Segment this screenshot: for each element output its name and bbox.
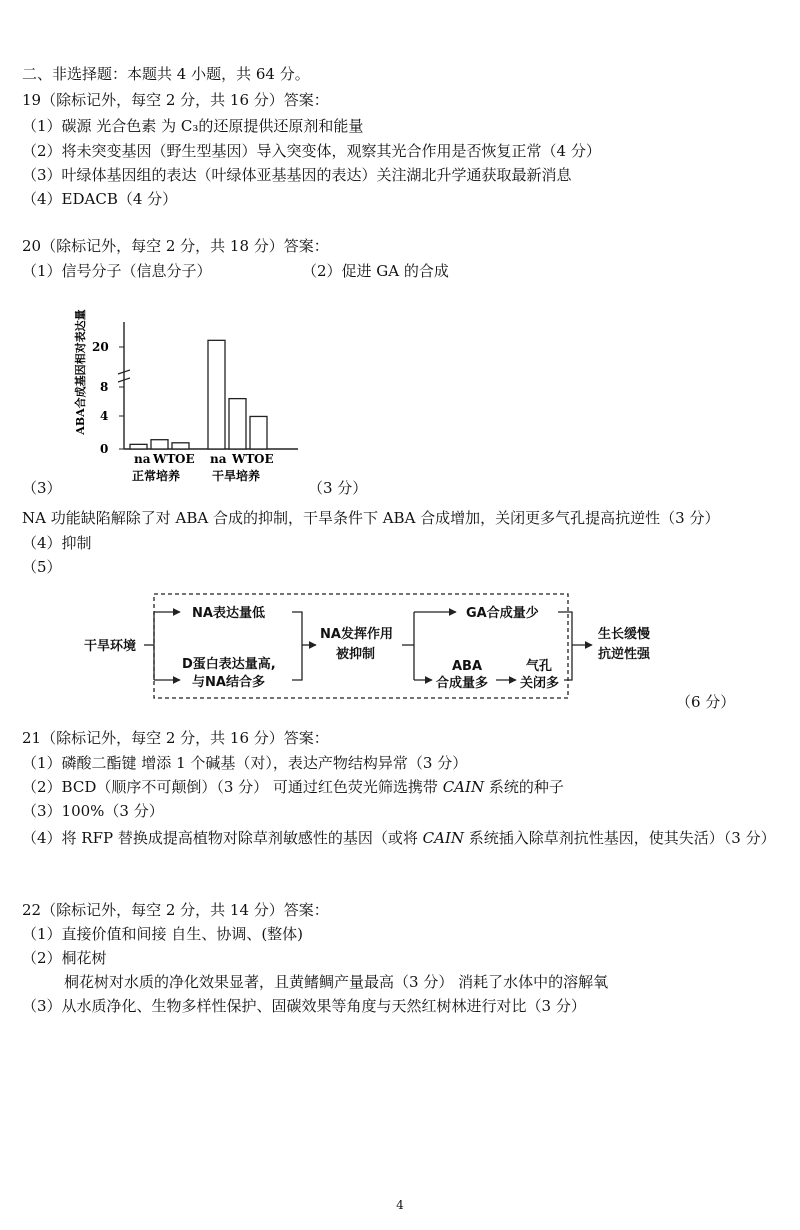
q20-answer-1: （1）信号分子（信息分子） [22, 262, 212, 280]
q21-answer-2-cain: CAIN [442, 778, 485, 796]
ytick-20: 20 [92, 340, 109, 354]
q19-answer-1: （1）碳源 光合色素 为 C₃的还原提供还原剂和能量 [22, 117, 364, 135]
q22-answer-2: （2）桐花树 [22, 949, 107, 967]
bar-na-group-1 [130, 444, 147, 449]
q20-answer-2: （2）促进 GA 的合成 [302, 262, 449, 280]
q21-answer-4-post: 系统插入除草剂抗性基因，使其失活）（3 分） [464, 829, 776, 847]
node-na-inhibit-1: NA发挥作用 [320, 627, 393, 642]
cat-wt-2: WT [232, 452, 255, 466]
node-d-high-2: 与NA结合多 [192, 675, 265, 690]
bar-oe-group-1 [172, 443, 189, 449]
q19-answer-2: （2）将未突变基因（野生型基因）导入突变体，观察其光合作用是否恢复正常（4 分） [22, 142, 601, 160]
node-aba-2: 合成量多 [436, 676, 489, 691]
q20-answer-3-label: （3） [22, 479, 62, 497]
node-na-low: NA表达量低 [192, 606, 265, 621]
q20-answer-5-score: （6 分） [676, 693, 736, 711]
bar-oe-group-2 [250, 416, 267, 449]
cat-oe-1: OE [175, 452, 195, 466]
q20-answer-3-score: （3 分） [308, 479, 368, 497]
bar-wt-group-2 [229, 399, 246, 449]
node-stoma-2: 关闭多 [520, 676, 560, 691]
cat-na-1: na [134, 452, 151, 466]
q19-answer-4: （4）EDACB（4 分） [22, 190, 178, 208]
node-stoma-1: 气孔 [526, 659, 553, 674]
q21-answer-4-cain: CAIN [422, 829, 465, 847]
q21-answer-1: （1）磷酸二酯键 增添 1 个碱基（对），表达产物结构异常（3 分） [22, 754, 468, 772]
q21-answer-2-post: 系统的种子 [484, 778, 564, 796]
ytick-4: 4 [100, 409, 109, 423]
q20-header: 20（除标记外，每空 2 分，共 18 分）答案： [22, 237, 329, 255]
cat-na-2: na [210, 452, 227, 466]
q21-answer-2 [22, 778, 564, 796]
ytick-8: 8 [100, 380, 109, 394]
bracket-2 [558, 612, 572, 680]
flow-diagram [80, 588, 770, 708]
bar-wt-group-1 [151, 440, 168, 449]
node-d-high-1: D蛋白表达量高, [182, 657, 276, 672]
q21-answer-4-pre: （4）将 RFP 替换成提高植物对除草剂敏感性的基因（或将 [22, 829, 423, 847]
chart-ylabel: ABA合成基因相对表达量 [74, 309, 87, 435]
aba-bar-chart [60, 292, 320, 487]
node-na-inhibit-2: 被抑制 [336, 647, 376, 662]
q22-header: 22（除标记外，每空 2 分，共 14 分）答案： [22, 901, 329, 919]
q20-answer-5-label: （5） [22, 558, 62, 576]
cat-wt-1: WT [153, 452, 176, 466]
q21-answer-4 [22, 826, 782, 850]
q22-answer-3: （3）从水质净化、生物多样性保护、固碳效果等角度与天然红树林进行对比（3 分） [22, 997, 586, 1015]
q20-answer-3-text: NA 功能缺陷解除了对 ABA 合成的抑制，干旱条件下 ABA 合成增加，关闭更多气孔提高抗逆性（3 分） [22, 509, 720, 527]
node-result-1: 生长缓慢 [598, 627, 651, 642]
q22-answer-1: （1）直接价值和间接 自生、协调、(整体) [22, 925, 304, 943]
cat-oe-2: OE [254, 452, 274, 466]
q21-header: 21（除标记外，每空 2 分，共 16 分）答案： [22, 729, 329, 747]
group-drought-label: 干旱培养 [212, 469, 261, 483]
ytick-0: 0 [100, 442, 109, 456]
q20-answer-4: （4）抑制 [22, 534, 92, 552]
q22-answer-2-detail: 桐花树对水质的净化效果显著，且黄鳍鲷产量最高（3 分） 消耗了水体中的溶解氧 [64, 973, 609, 991]
node-ga-low: GA合成量少 [466, 606, 539, 621]
bar-na-group-2 [208, 340, 225, 449]
node-aba-1: ABA [452, 659, 483, 674]
q19-header: 19（除标记外，每空 2 分，共 16 分）答案： [22, 91, 329, 109]
bracket-1 [292, 612, 302, 680]
q21-answer-2-pre: （2）BCD（顺序不可颠倒）（3 分） 可通过红色荧光筛选携带 [22, 778, 443, 796]
node-drought: 干旱环境 [84, 639, 137, 654]
q19-answer-3: （3）叶绿体基因组的表达（叶绿体亚基基因的表达）关注湖北升学通获取最新消息 [22, 166, 572, 184]
node-result-2: 抗逆性强 [598, 647, 651, 662]
group-normal-label: 正常培养 [132, 469, 181, 483]
section-title: 二、非选择题：本题共 4 小题，共 64 分。 [22, 65, 310, 83]
page-number: 4 [396, 1198, 404, 1212]
q21-answer-3: （3）100%（3 分） [22, 802, 164, 820]
